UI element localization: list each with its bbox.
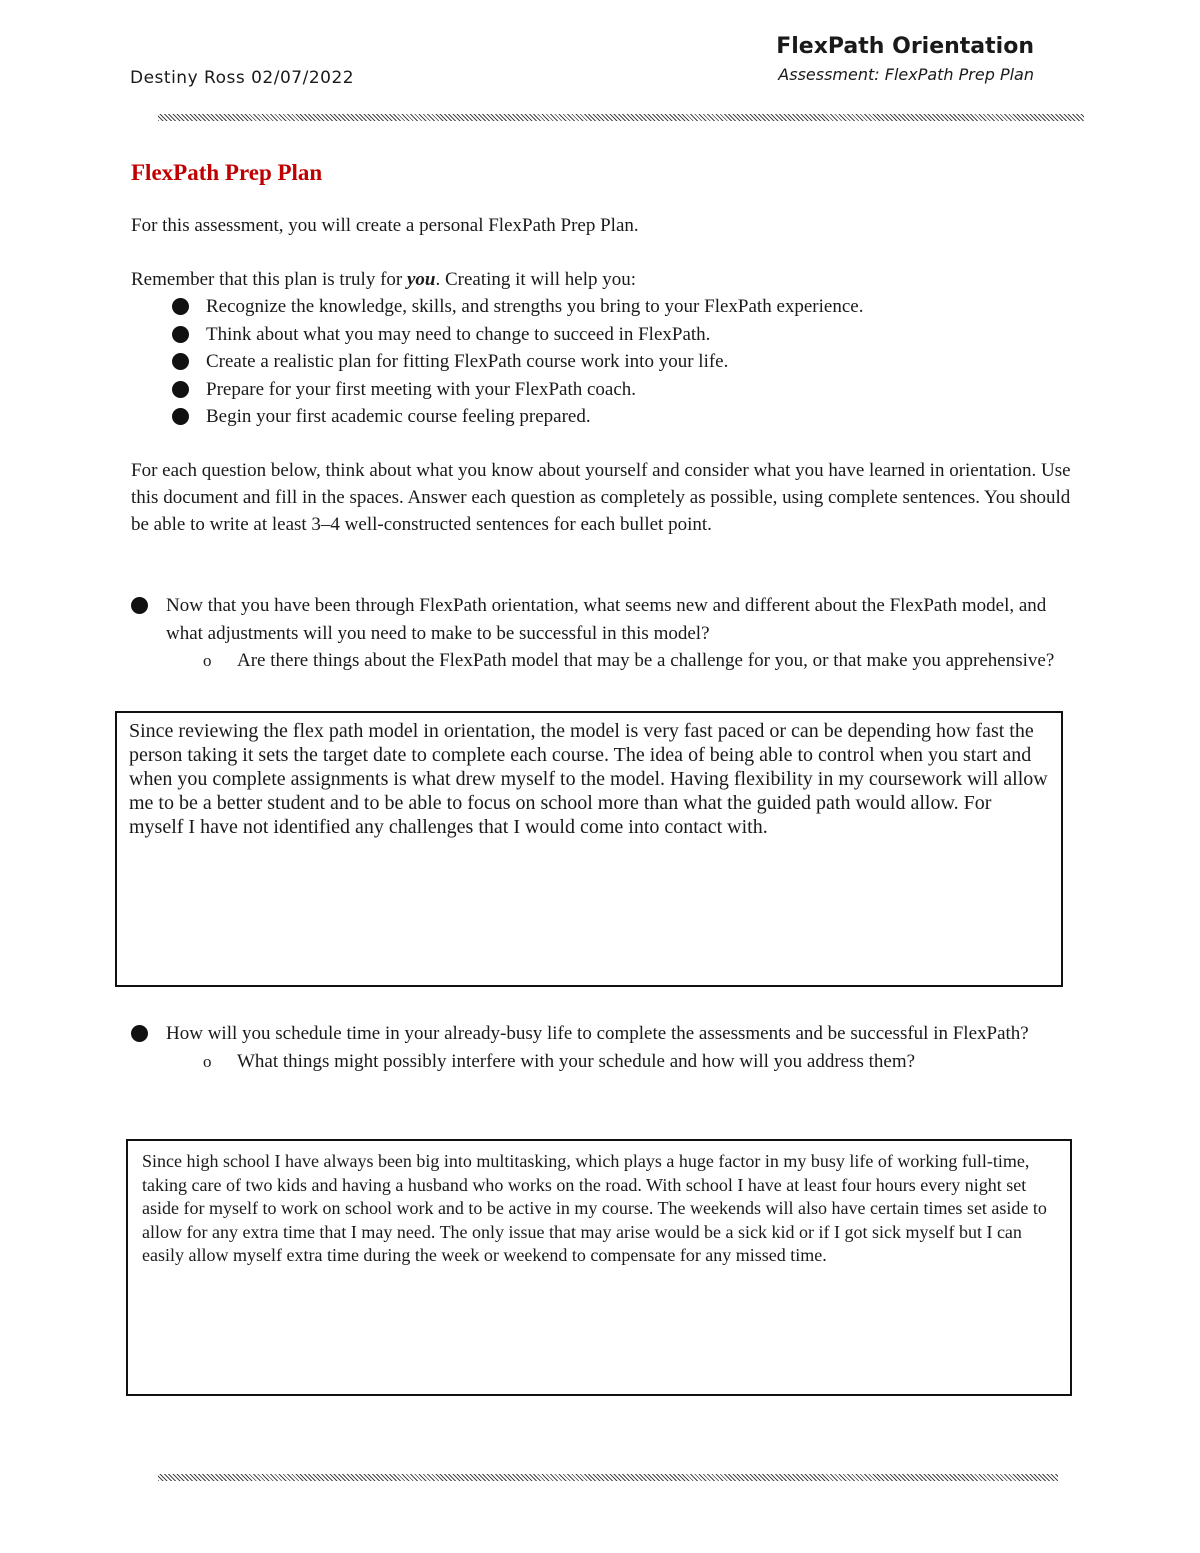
question-2 xyxy=(131,1020,1071,1075)
sub-question xyxy=(131,647,1071,675)
question-1 xyxy=(131,592,1071,675)
benefit-text: Begin your first academic course feeling prepared. xyxy=(206,406,591,427)
list-item xyxy=(172,403,863,431)
document-title: FlexPath Orientation xyxy=(776,34,1034,59)
benefit-text: Prepare for your first meeting with your FlexPath coach. xyxy=(206,378,637,400)
answer-box-1[interactable]: Since reviewing the flex path model in orientation, the model is very fast paced or can be depending how fast the person taking it sets the target date to complete each course. The idea of being able to control when you start and when you complete assignments is what drew myself to the model. Having flexibility in my coursework will allow me to be a better student and to be able to focus on school more than what the guided path would allow. For myself I have not identified any challenges that I would come into contact with. xyxy=(115,711,1063,987)
benefits-list xyxy=(172,293,863,431)
bullet-icon xyxy=(131,597,148,614)
bullet-icon xyxy=(172,408,189,425)
bullet-icon xyxy=(131,1025,148,1042)
bullet-icon xyxy=(172,298,189,315)
benefit-text: Create a realistic plan for fitting FlexPath course work into your life. xyxy=(206,351,729,372)
header-divider xyxy=(158,114,1084,121)
sub-question xyxy=(131,1048,1071,1076)
bullet-icon xyxy=(172,353,189,370)
benefit-text: Recognize the knowledge, skills, and strengths you bring to your FlexPath experience. xyxy=(206,296,864,317)
sub-bullet-icon: o xyxy=(203,651,212,670)
sub-question-text: Are there things about the FlexPath model that may be a challenge for you, or that make you apprehensive? xyxy=(237,650,1055,671)
sub-question-text: What things might possibly interfere with your schedule and how will you address them? xyxy=(237,1050,916,1072)
remember-emphasis: you xyxy=(406,269,436,290)
list-item xyxy=(172,293,863,321)
bullet-icon xyxy=(172,381,189,398)
remember-text-end: . Creating it will help you: xyxy=(435,269,637,290)
instructions-paragraph: For each question below, think about what you know about yourself and consider what you have learned in orientation. Use this document and fill in the spaces. Answer each question as completely as possible, using complete sentences. You should be able to write at least 3–4 well-constructed sentences for each bullet point. xyxy=(131,460,1071,535)
intro-paragraph: For this assessment, you will create a personal FlexPath Prep Plan. xyxy=(131,215,639,236)
document-subtitle: Assessment: FlexPath Prep Plan xyxy=(778,65,1034,84)
remember-text: Remember that this plan is truly for xyxy=(131,269,407,290)
question-text: Now that you have been through FlexPath orientation, what seems new and different about the FlexPath model, and what adjustments will you need to make to be successful in this model? xyxy=(166,595,1047,644)
page-heading: FlexPath Prep Plan xyxy=(131,160,323,185)
remember-paragraph xyxy=(131,266,636,293)
answer-box-2[interactable]: Since high school I have always been big into multitasking, which plays a huge factor in my busy life of working full-time, taking care of two kids and having a husband who works on the road. With school I have at least four hours every night set aside for myself to work on school work and to be active in my course. The weekends will also have certain times set aside to allow for any extra time that I may need. The only issue that may arise would be a sick kid or if I got sick myself but I can easily allow myself extra time during the week or weekend to compensate for any missed time. xyxy=(126,1139,1072,1396)
question-text: How will you schedule time in your already-busy life to complete the assessments and be successful in FlexPath? xyxy=(166,1023,1029,1044)
list-item xyxy=(172,321,863,349)
author-date: Destiny Ross 02/07/2022 xyxy=(130,68,355,88)
list-item xyxy=(172,348,863,376)
sub-bullet-icon: o xyxy=(203,1051,212,1071)
bullet-icon xyxy=(172,326,189,343)
footer-divider xyxy=(158,1474,1058,1481)
benefit-text: Think about what you may need to change to succeed in FlexPath. xyxy=(206,323,711,345)
list-item xyxy=(172,376,863,404)
